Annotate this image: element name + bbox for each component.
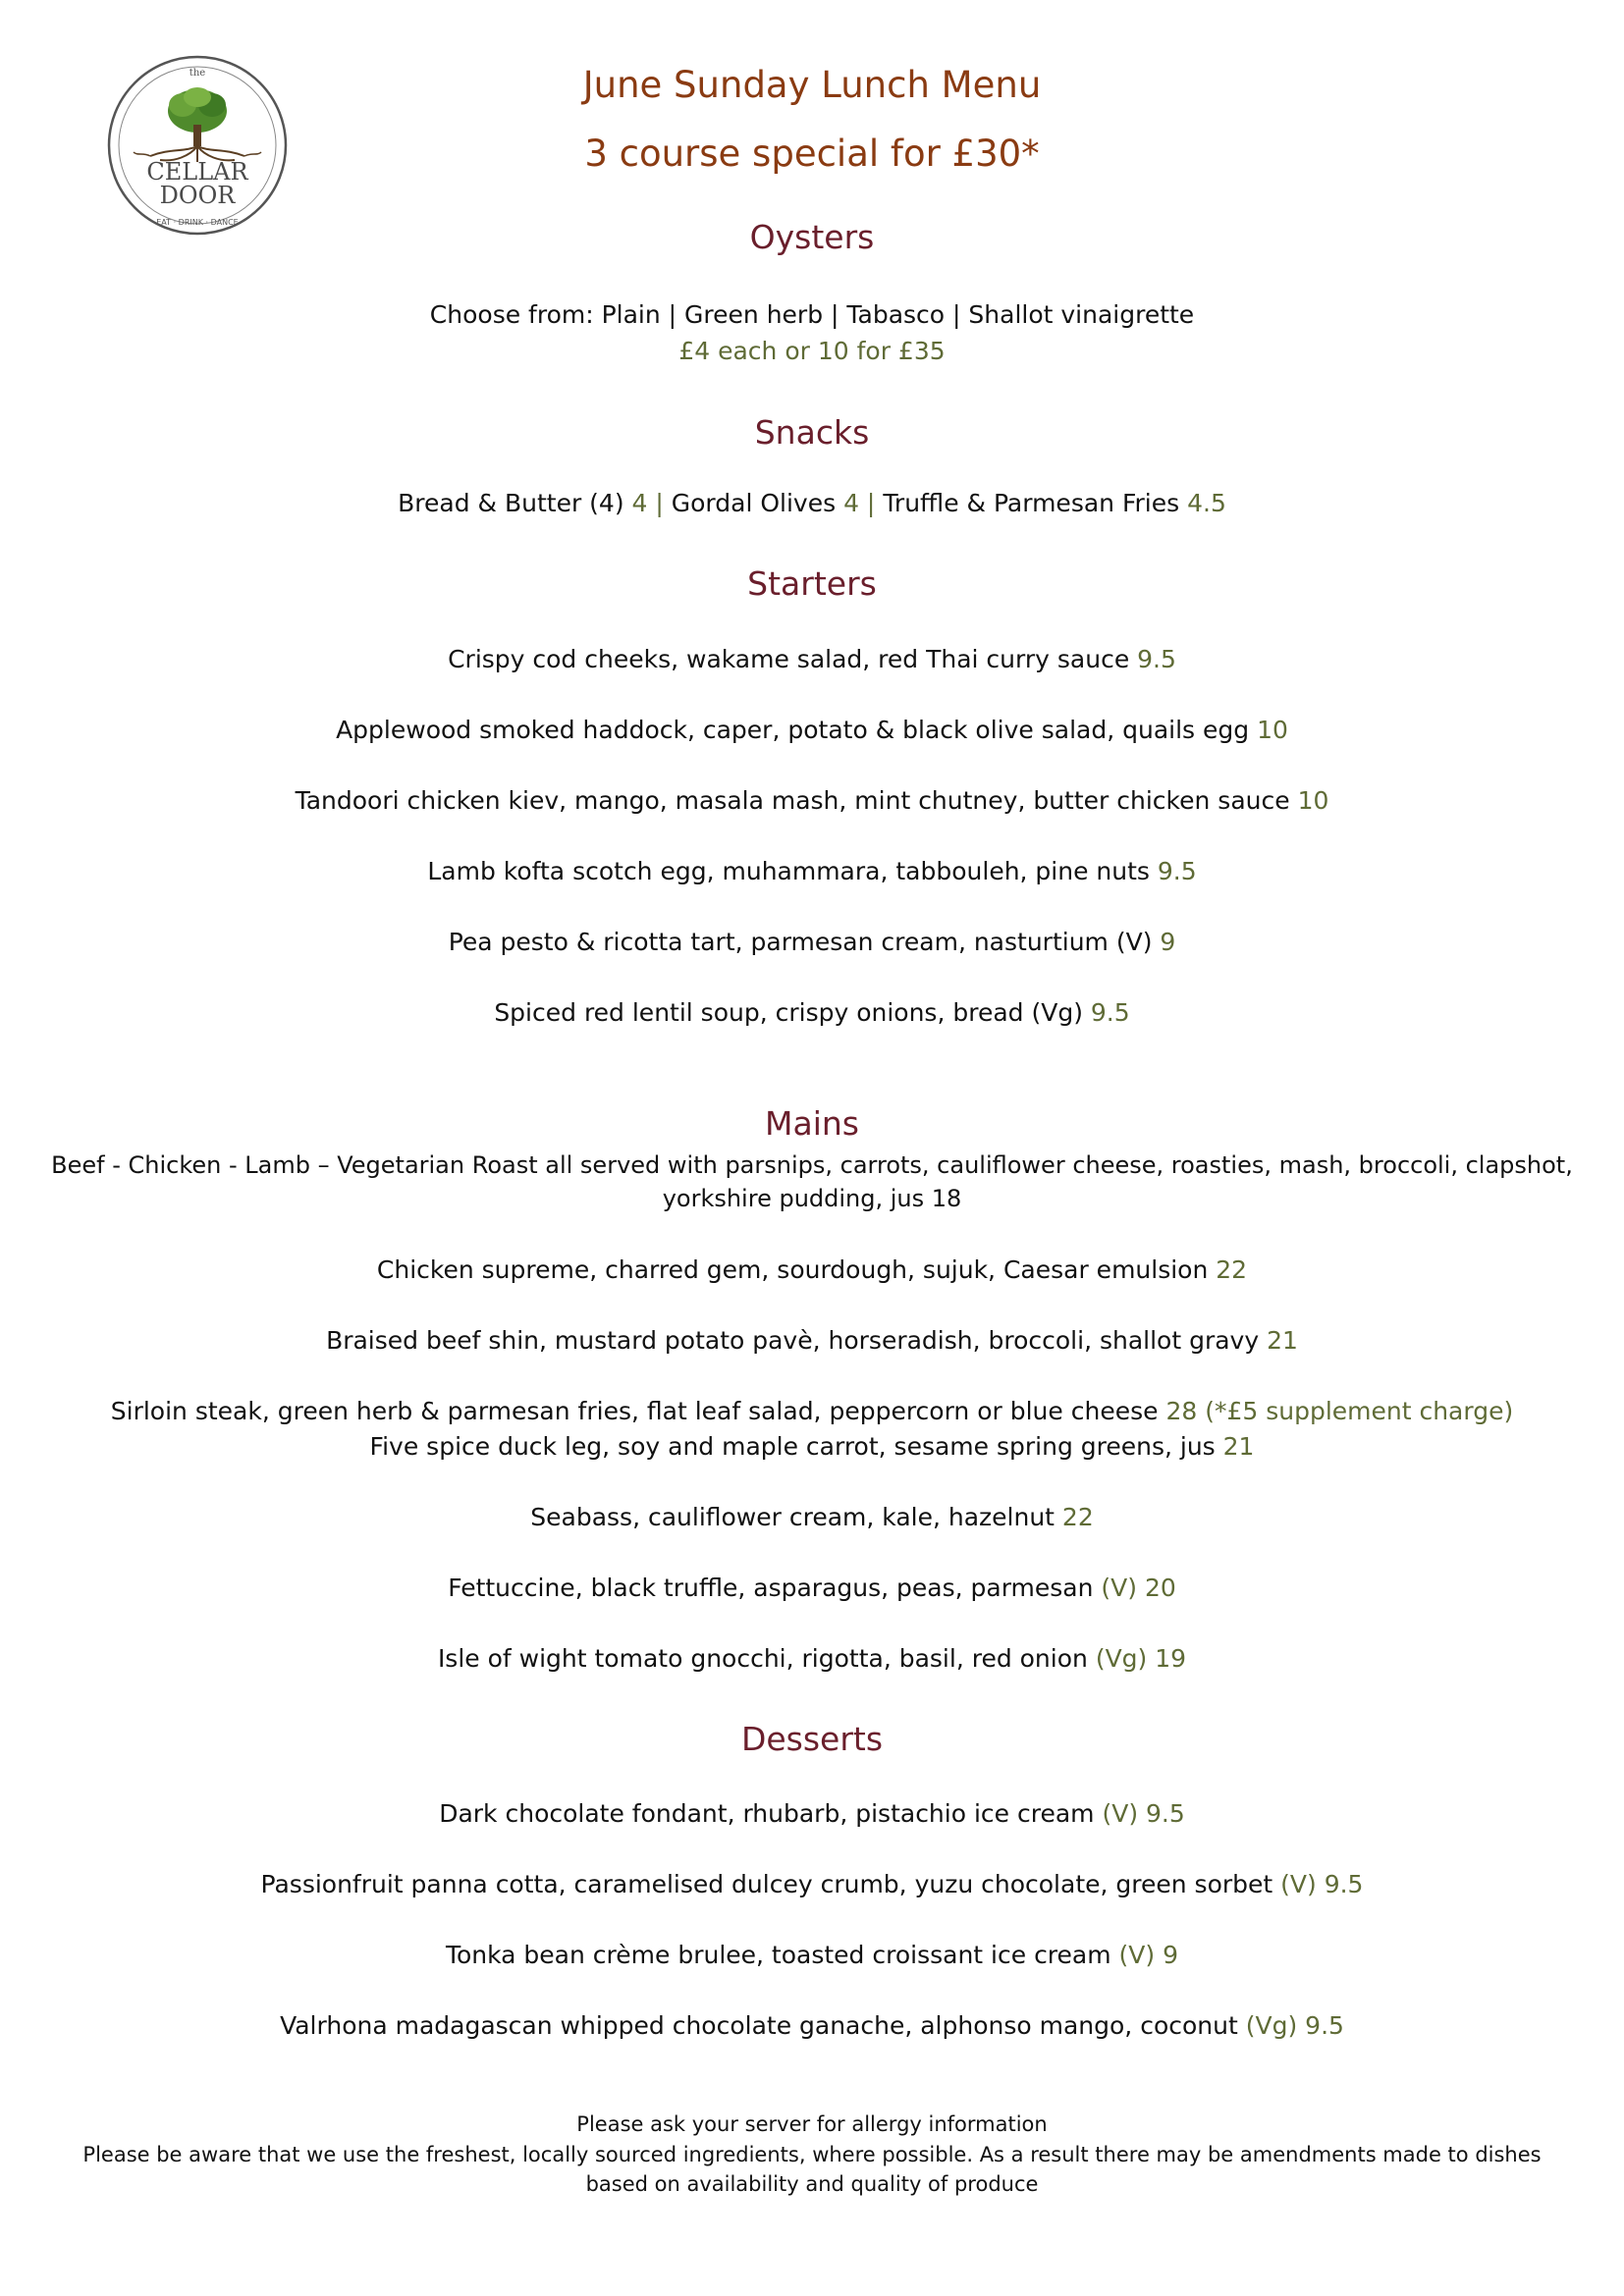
dish-name: Crispy cod cheeks, wakame salad, red Thai curry sauce <box>448 645 1138 673</box>
dish-name: Seabass, cauliflower cream, kale, hazelnut <box>530 1503 1062 1531</box>
snack-price: 4 <box>843 489 859 517</box>
menu-item <box>0 1869 1624 1899</box>
dish-name: Passionfruit panna cotta, caramelised dulcey crumb, yuzu chocolate, green sorbet <box>260 1870 1281 1898</box>
menu-item <box>0 2010 1624 2041</box>
snacks-heading: Snacks <box>754 413 870 452</box>
dish-price: 21 <box>1222 1432 1255 1461</box>
dish-price: 9.5 <box>1090 998 1130 1027</box>
menu-title: June Sunday Lunch Menu <box>582 64 1042 106</box>
oysters-price: £4 each or 10 for £35 <box>678 337 946 365</box>
dish-price: 22 <box>1216 1255 1248 1284</box>
dish-price: 28 (*£5 supplement charge) <box>1165 1397 1514 1425</box>
dish-price: (Vg) 9.5 <box>1245 2011 1344 2040</box>
dish-price: 22 <box>1061 1503 1094 1531</box>
menu-item <box>0 927 1624 957</box>
dish-name: Applewood smoked haddock, caper, potato & black olive salad, quails egg <box>336 716 1258 744</box>
menu-item <box>0 1940 1624 1970</box>
dish-price: (V) 9.5 <box>1102 1799 1185 1828</box>
mains-heading: Mains <box>765 1104 859 1143</box>
snack-name: Truffle & Parmesan Fries <box>883 489 1188 517</box>
dish-name: Tonka bean crème brulee, toasted croissant ice cream <box>445 1941 1119 1969</box>
menu-item <box>0 1255 1624 1285</box>
logo-bottom-text: EAT · DRINK · DANCE <box>156 218 239 227</box>
menu-item <box>0 1798 1624 1829</box>
dish-name: Valrhona madagascan whipped chocolate ganache, alphonso mango, coconut <box>280 2011 1246 2040</box>
dish-price: (V) 20 <box>1101 1574 1176 1602</box>
dish-name: Lamb kofta scotch egg, muhammara, tabbouleh, pine nuts <box>427 857 1158 885</box>
dish-name: Tandoori chicken kiev, mango, masala mash, mint chutney, butter chicken sauce <box>295 786 1298 815</box>
allergy-notice: Please ask your server for allergy information <box>576 2112 1048 2136</box>
dish-name: Five spice duck leg, soy and maple carrot, sesame spring greens, jus <box>369 1432 1223 1461</box>
dish-name: Sirloin steak, green herb & parmesan fries, flat leaf salad, peppercorn or blue cheese <box>110 1397 1166 1425</box>
dish-name: Chicken supreme, charred gem, sourdough, sujuk, Caesar emulsion <box>376 1255 1217 1284</box>
dish-name: Isle of wight tomato gnocchi, rigotta, basil, red onion <box>437 1644 1096 1673</box>
dish-price: 10 <box>1257 716 1288 744</box>
dish-price: 10 <box>1297 786 1329 815</box>
dish-name: Dark chocolate fondant, rhubarb, pistachio ice cream <box>439 1799 1103 1828</box>
dish-name: Braised beef shin, mustard potato pavè, horseradish, broccoli, shallot gravy <box>326 1326 1268 1355</box>
menu-item <box>0 997 1624 1028</box>
menu-item <box>0 715 1624 745</box>
ingredients-notice-continued: based on availability and quality of produce <box>585 2172 1039 2196</box>
roast-description: Beef - Chicken - Lamb – Vegetarian Roast all served with parsnips, carrots, cauliflower cheese, roasties, mash, broccoli, clapshot, <box>51 1151 1573 1179</box>
dish-price: 9 <box>1160 928 1176 956</box>
snack-separator: | <box>858 489 884 517</box>
oysters-options: Choose from: Plain | Green herb | Tabasco | Shallot vinaigrette <box>429 300 1195 329</box>
menu-subtitle: 3 course special for £30* <box>584 133 1040 175</box>
logo-line2: DOOR <box>159 182 236 209</box>
snack-price: 4.5 <box>1187 489 1226 517</box>
dish-price: (V) 9.5 <box>1280 1870 1364 1898</box>
menu-item <box>0 1643 1624 1674</box>
dish-price: 9.5 <box>1137 645 1176 673</box>
dish-price: (Vg) 19 <box>1095 1644 1187 1673</box>
roast-description-continued: yorkshire pudding, jus 18 <box>662 1185 962 1212</box>
logo-line1: CELLAR <box>146 158 248 186</box>
dish-name: Pea pesto & ricotta tart, parmesan cream, nasturtium (V) <box>448 928 1161 956</box>
desserts-heading: Desserts <box>740 1720 884 1758</box>
menu-item <box>0 1573 1624 1603</box>
logo-top-text: the <box>189 68 206 79</box>
menu-item <box>0 1502 1624 1532</box>
snack-name: Gordal Olives <box>671 489 844 517</box>
snack-separator: | <box>647 489 672 517</box>
snack-name: Bread & Butter (4) <box>398 489 632 517</box>
dish-price: (V) 9 <box>1118 1941 1179 1969</box>
menu-item <box>0 1325 1624 1356</box>
menu-item <box>0 1396 1624 1426</box>
menu-item <box>0 856 1624 886</box>
dish-price: 21 <box>1267 1326 1298 1355</box>
snack-price: 4 <box>631 489 648 517</box>
snacks-line <box>0 488 1624 518</box>
starters-heading: Starters <box>747 564 877 603</box>
dish-name: Fettuccine, black truffle, asparagus, peas, parmesan <box>448 1574 1102 1602</box>
oysters-heading: Oysters <box>749 218 875 256</box>
menu-item <box>0 1431 1624 1462</box>
ingredients-notice: Please be aware that we use the freshest, locally sourced ingredients, where possible. As a result there may be amendments made to dishes <box>82 2143 1542 2166</box>
dish-name: Spiced red lentil soup, crispy onions, bread (Vg) <box>494 998 1091 1027</box>
menu-item <box>0 644 1624 674</box>
dish-price: 9.5 <box>1157 857 1197 885</box>
menu-item <box>0 785 1624 816</box>
